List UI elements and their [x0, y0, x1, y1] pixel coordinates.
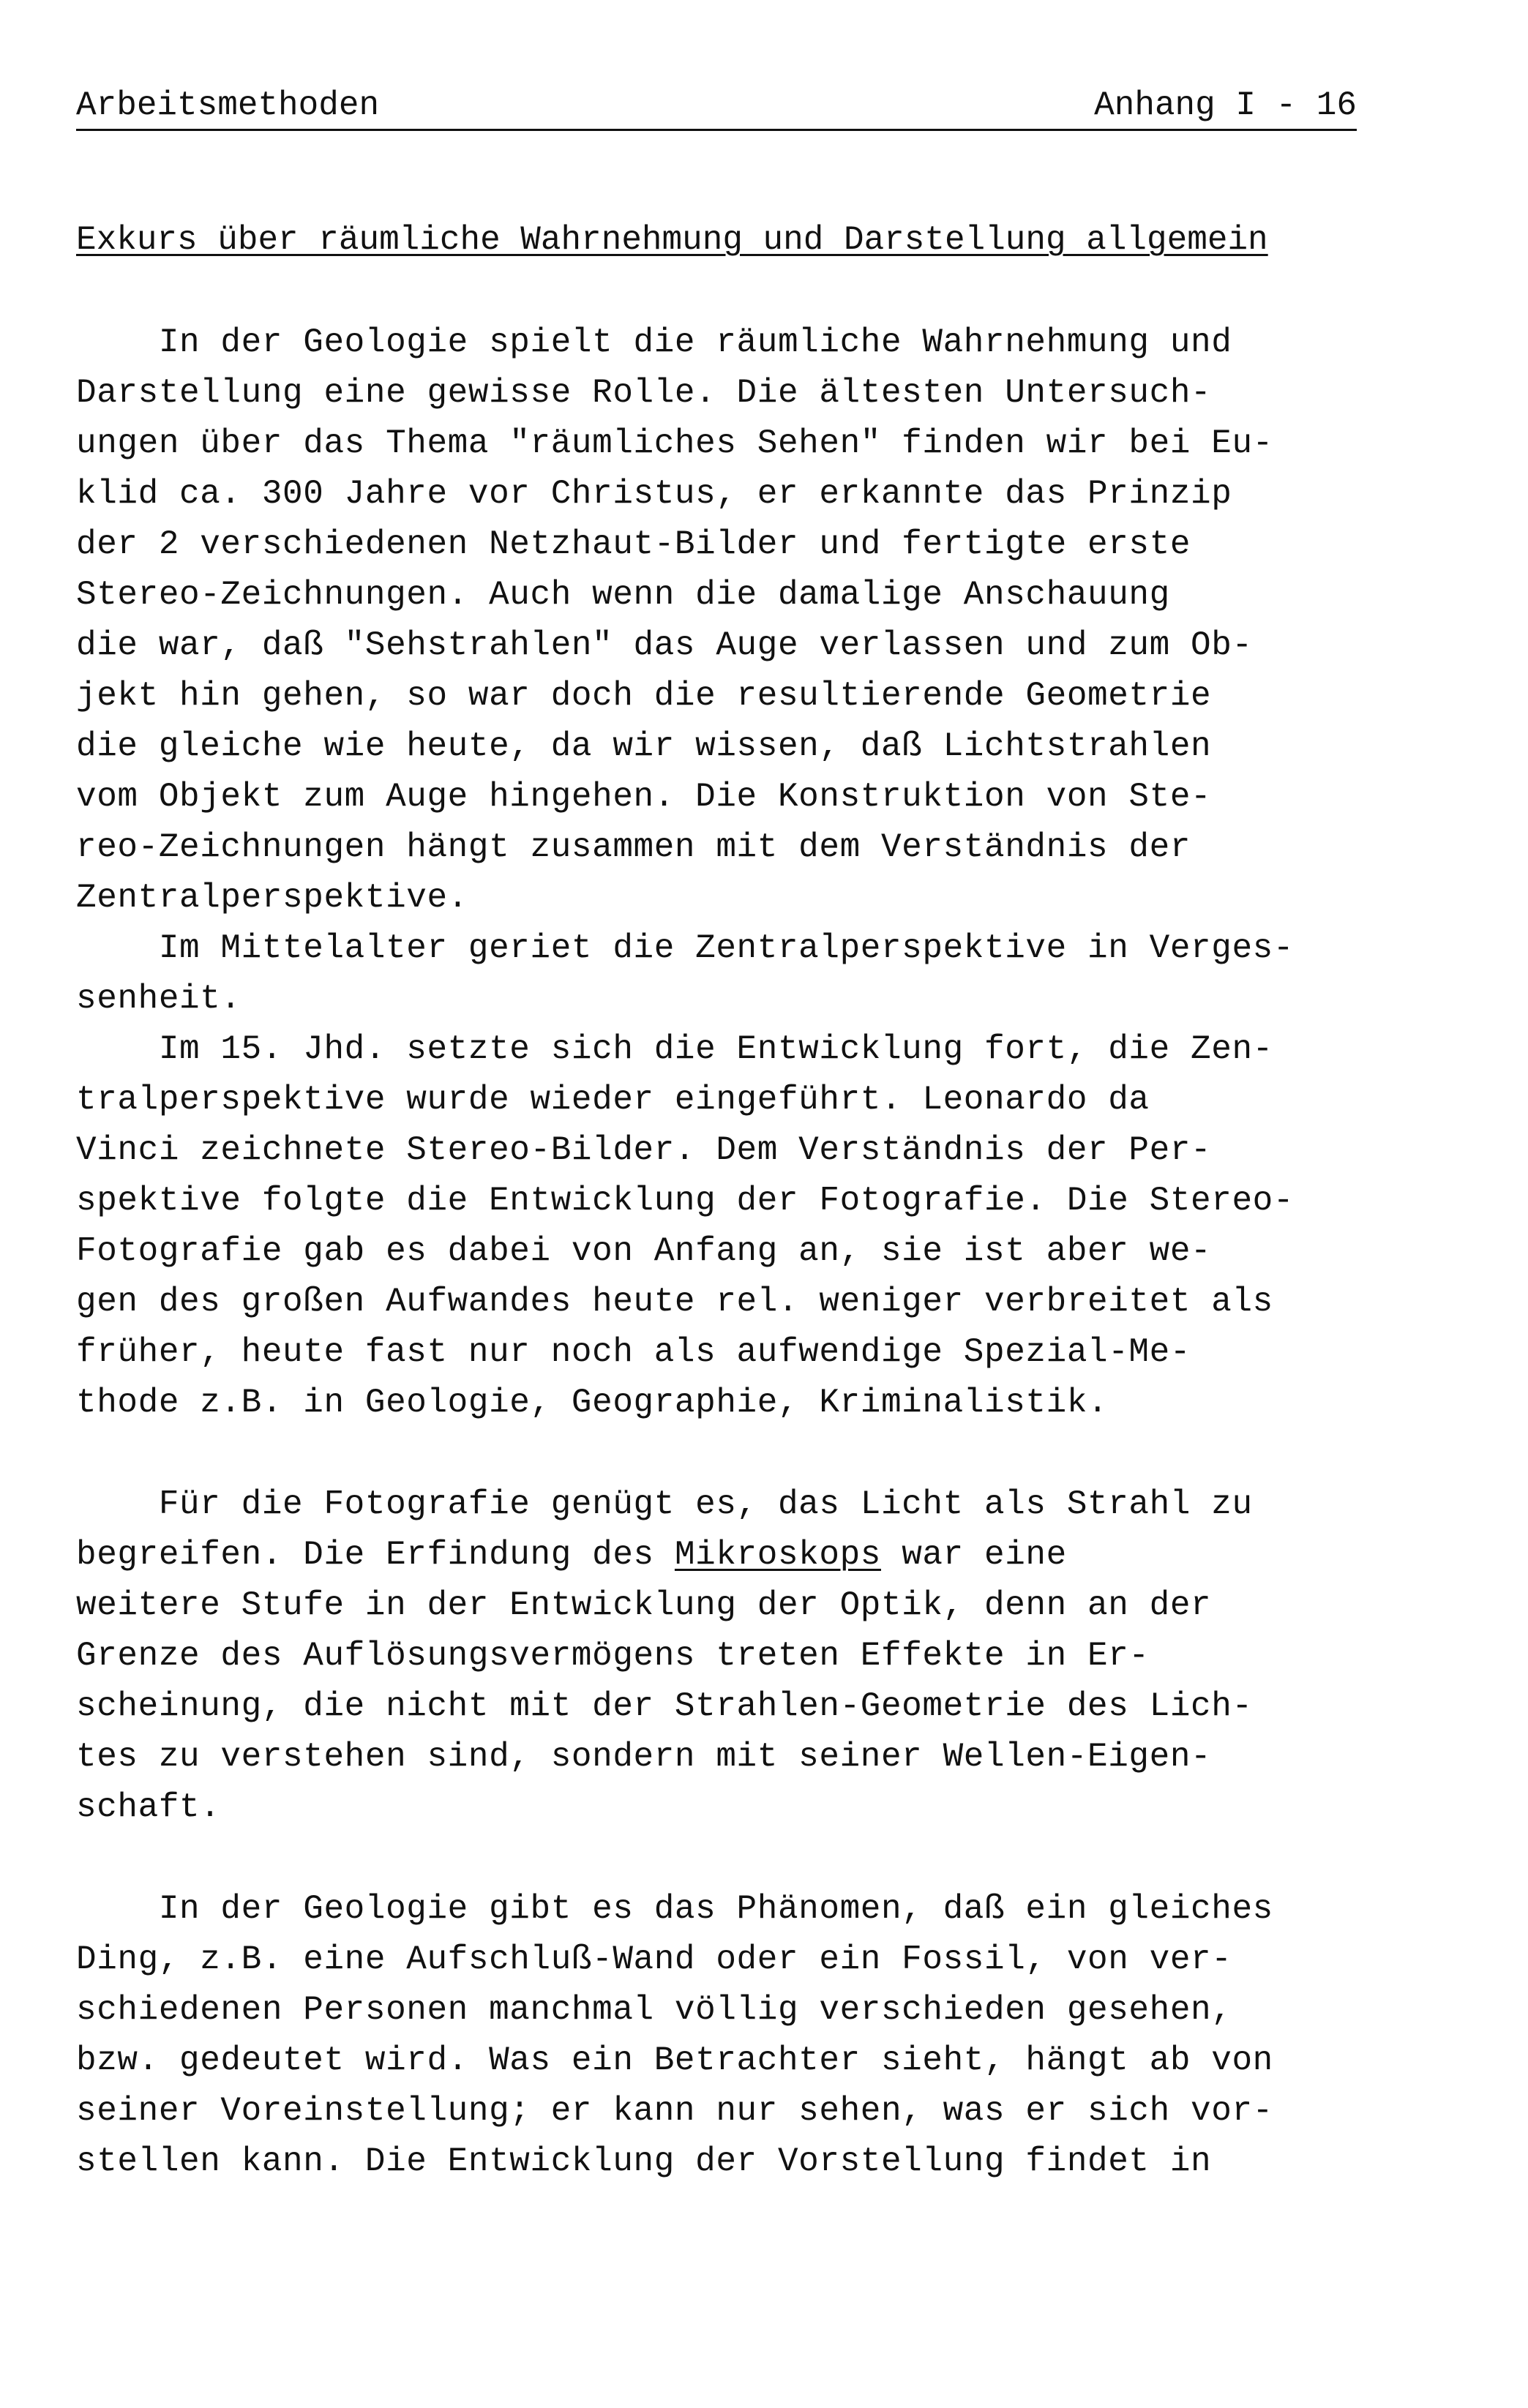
text-line: klid ca. 300 Jahre vor Christus, er erkannte das Prinzip: [76, 475, 1232, 513]
header-page-number: Anhang I - 16: [1094, 86, 1357, 124]
text-line: der 2 verschiedenen Netzhaut-Bilder und fertigte erste: [76, 525, 1191, 563]
text-line: In der Geologie gibt es das Phänomen, daß ein gleiches: [76, 1890, 1273, 1928]
underlined-term-mikroskops: Mikroskops: [674, 1536, 881, 1574]
text-line: Zentralperspektive.: [76, 879, 468, 917]
text-line: schaft.: [76, 1788, 221, 1826]
text-line: seiner Voreinstellung; er kann nur sehen, was er sich vor-: [76, 2092, 1273, 2130]
text-line: Ding, z.B. eine Aufschluß-Wand oder ein Fossil, von ver-: [76, 1940, 1232, 1978]
text-segment: begreifen. Die Erfindung des: [76, 1536, 675, 1574]
text-line: schiedenen Personen manchmal völlig verschieden gesehen,: [76, 1991, 1232, 2029]
text-line: scheinung, die nicht mit der Strahlen-Geometrie des Lich-: [76, 1687, 1253, 1725]
text-line: spektive folgte die Entwicklung der Fotografie. Die Stereo-: [76, 1182, 1295, 1220]
text-line: thode z.B. in Geologie, Geographie, Kriminalistik.: [76, 1384, 1109, 1422]
text-line: reo-Zeichnungen hängt zusammen mit dem Verständnis der: [76, 828, 1191, 866]
text-line: jekt hin gehen, so war doch die resultierende Geometrie: [76, 677, 1212, 715]
text-line: Im Mittelalter geriet die Zentralperspektive in Verges-: [76, 929, 1295, 967]
text-line: Fotografie gab es dabei von Anfang an, sie ist aber we-: [76, 1232, 1212, 1270]
text-line: vom Objekt zum Auge hingehen. Die Konstruktion von Ste-: [76, 778, 1212, 816]
text-line: gen des großen Aufwandes heute rel. weniger verbreitet als: [76, 1283, 1273, 1321]
text-line: bzw. gedeutet wird. Was ein Betrachter sieht, hängt ab von: [76, 2041, 1273, 2079]
text-line: Vinci zeichnete Stereo-Bilder. Dem Verständnis der Per-: [76, 1131, 1212, 1169]
text-line: Im 15. Jhd. setzte sich die Entwicklung fort, die Zen-: [76, 1030, 1273, 1068]
text-line: die war, daß "Sehstrahlen" das Auge verlassen und zum Ob-: [76, 626, 1253, 664]
text-segment: war eine: [880, 1536, 1067, 1574]
text-line: stellen kann. Die Entwicklung der Vorstellung findet in: [76, 2142, 1212, 2180]
section-title: Exkurs über räumliche Wahrnehmung und Darstellung allgemein: [76, 221, 1268, 259]
text-line: früher, heute fast nur noch als aufwendige Spezial-Me-: [76, 1333, 1191, 1371]
text-line: tes zu verstehen sind, sondern mit seiner Wellen-Eigen-: [76, 1738, 1212, 1776]
text-line: weitere Stufe in der Entwicklung der Optik, denn an der: [76, 1586, 1212, 1624]
text-line: Für die Fotografie genügt es, das Licht als Strahl zu: [76, 1485, 1253, 1523]
text-line: Darstellung eine gewisse Rolle. Die ältesten Untersuch-: [76, 374, 1212, 412]
page-header: [76, 85, 1357, 131]
header-section-title: Arbeitsmethoden: [76, 86, 380, 124]
text-line: ungen über das Thema "räumliches Sehen" finden wir bei Eu-: [76, 424, 1273, 462]
text-line: In der Geologie spielt die räumliche Wahrnehmung und: [76, 323, 1232, 361]
text-line: die gleiche wie heute, da wir wissen, daß Lichtstrahlen: [76, 727, 1212, 765]
text-line: tralperspektive wurde wieder eingeführt. Leonardo da: [76, 1081, 1150, 1119]
text-line: Grenze des Auflösungsvermögens treten Effekte in Er-: [76, 1637, 1150, 1675]
text-line: [76, 1534, 1067, 1575]
text-line: senheit.: [76, 980, 241, 1018]
text-line: Stereo-Zeichnungen. Auch wenn die damalige Anschauung: [76, 576, 1170, 614]
